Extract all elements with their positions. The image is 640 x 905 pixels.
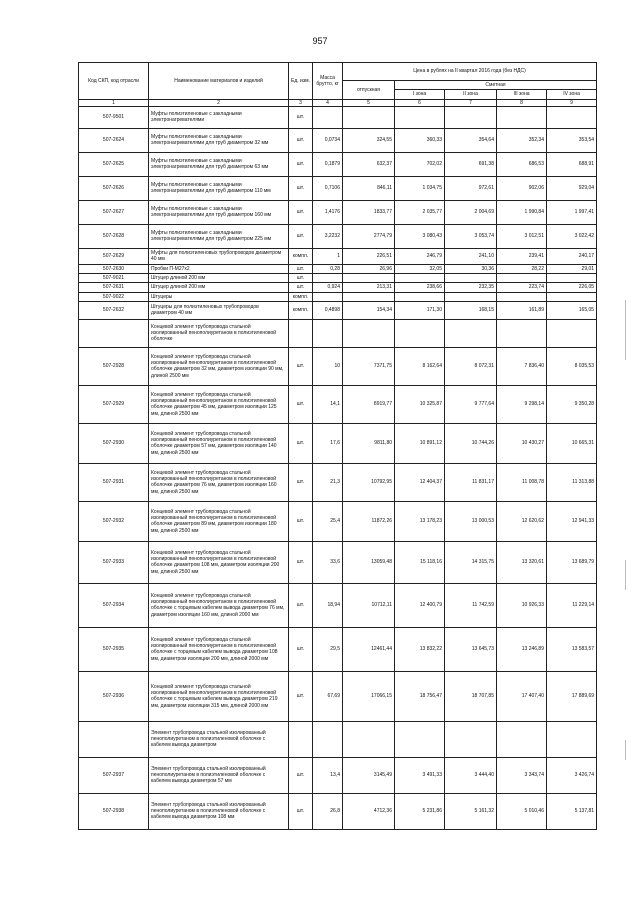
item-code: 507-2627 xyxy=(79,200,149,224)
item-unit: шт. xyxy=(289,385,313,423)
price-zone-3: 9 298,14 xyxy=(497,385,547,423)
scan-edge-mark xyxy=(625,740,626,760)
price-release: 12461,44 xyxy=(343,627,395,671)
item-name: Штуцер длиной 200 мм xyxy=(149,283,289,292)
price-zone-1: 2 035,77 xyxy=(395,200,445,224)
price-zone-2: 30,36 xyxy=(445,264,497,273)
item-mass xyxy=(313,274,343,283)
price-release: 7371,75 xyxy=(343,347,395,385)
item-code: 507-9501 xyxy=(79,106,149,128)
price-zone-4: 13 583,57 xyxy=(547,627,597,671)
price-release: 3145,49 xyxy=(343,757,395,793)
price-zone-3 xyxy=(497,292,547,301)
table-row xyxy=(79,264,597,273)
price-release xyxy=(343,319,395,347)
price-zone-2: 232,35 xyxy=(445,283,497,292)
item-unit: шт. xyxy=(289,463,313,501)
item-code: 507-2938 xyxy=(79,793,149,829)
item-mass xyxy=(313,106,343,128)
item-name: Концевой элемент трубопровода стальной изолированный пенополиуретаном в полиэтиленовой оболочке диаметром 108 мм, диаметром изоляции 200 мм, длиной 2500 мм xyxy=(149,541,289,583)
price-zone-1: 3 491,33 xyxy=(395,757,445,793)
header-zone-2: II зона xyxy=(445,90,497,99)
item-mass xyxy=(313,292,343,301)
header-zone-3: III зона xyxy=(497,90,547,99)
price-release: 10792,95 xyxy=(343,463,395,501)
item-code: 507-2626 xyxy=(79,176,149,200)
scan-edge-mark xyxy=(625,300,626,360)
price-zone-1: 1 034,75 xyxy=(395,176,445,200)
price-zone-3: 7 836,40 xyxy=(497,347,547,385)
price-release: 13059,48 xyxy=(343,541,395,583)
item-mass: 17,6 xyxy=(313,423,343,463)
price-release: 1833,77 xyxy=(343,200,395,224)
item-name: Концевой элемент трубопровода стальной изолированный пенополиуретаном в полиэтиленовой оболочке диаметром 76 мм, диаметром изоляции 160 мм, длиной 2500 мм xyxy=(149,463,289,501)
price-zone-3 xyxy=(497,106,547,128)
price-zone-1: 3 080,43 xyxy=(395,224,445,248)
column-number: 3 xyxy=(289,99,313,106)
price-zone-1: 13 178,23 xyxy=(395,501,445,541)
price-zone-2 xyxy=(445,274,497,283)
item-mass: 25,4 xyxy=(313,501,343,541)
header-unit: Ед. изм. xyxy=(289,63,313,100)
item-code: 507-9021 xyxy=(79,274,149,283)
price-zone-4: 10 665,31 xyxy=(547,423,597,463)
price-zone-4 xyxy=(547,292,597,301)
price-zone-2: 10 744,26 xyxy=(445,423,497,463)
price-zone-4: 11 313,88 xyxy=(547,463,597,501)
item-name: Муфты полиэтиленовые с закладными электронагревателями для труб диаметром 63 мм xyxy=(149,152,289,176)
column-number: 7 xyxy=(445,99,497,106)
price-zone-4: 12 941,33 xyxy=(547,501,597,541)
price-zone-4 xyxy=(547,721,597,757)
price-zone-2: 13 000,53 xyxy=(445,501,497,541)
price-zone-1: 5 231,86 xyxy=(395,793,445,829)
price-zone-4: 3 426,74 xyxy=(547,757,597,793)
price-zone-4: 11 229,14 xyxy=(547,583,597,627)
item-mass: 0,924 xyxy=(313,283,343,292)
table-row xyxy=(79,152,597,176)
item-mass: 67,69 xyxy=(313,671,343,721)
price-zone-2 xyxy=(445,721,497,757)
item-code: 507-2625 xyxy=(79,152,149,176)
column-number: 9 xyxy=(547,99,597,106)
table-row xyxy=(79,301,597,319)
price-zone-3: 902,06 xyxy=(497,176,547,200)
price-zone-2: 8 072,31 xyxy=(445,347,497,385)
price-zone-1: 10 891,12 xyxy=(395,423,445,463)
header-zone-1: I зона xyxy=(395,90,445,99)
price-zone-2: 13 645,73 xyxy=(445,627,497,671)
price-zone-2: 11 742,59 xyxy=(445,583,497,627)
table-row xyxy=(79,283,597,292)
price-zone-1: 360,33 xyxy=(395,128,445,152)
price-zone-4: 688,91 xyxy=(547,152,597,176)
price-zone-3: 5 010,46 xyxy=(497,793,547,829)
item-unit: шт. xyxy=(289,627,313,671)
price-zone-2 xyxy=(445,106,497,128)
price-zone-2: 3 053,74 xyxy=(445,224,497,248)
item-unit xyxy=(289,721,313,757)
header-code: Код СКП, код отрасли xyxy=(79,63,149,100)
item-unit: шт. xyxy=(289,152,313,176)
price-zone-3: 28,22 xyxy=(497,264,547,273)
price-zone-3: 1 990,84 xyxy=(497,200,547,224)
price-release xyxy=(343,274,395,283)
table-row xyxy=(79,200,597,224)
price-zone-2: 972,61 xyxy=(445,176,497,200)
table-row xyxy=(79,501,597,541)
price-zone-4: 929,04 xyxy=(547,176,597,200)
item-code: 507-2933 xyxy=(79,541,149,583)
table-row xyxy=(79,541,597,583)
price-zone-1: 13 832,22 xyxy=(395,627,445,671)
item-name: Муфты полиэтиленовые с закладными электронагревателями для труб диаметром 225 мм xyxy=(149,224,289,248)
item-unit: шт. xyxy=(289,200,313,224)
item-unit xyxy=(289,319,313,347)
table-row xyxy=(79,128,597,152)
item-unit: шт. xyxy=(289,264,313,273)
price-zone-4: 165,05 xyxy=(547,301,597,319)
price-release: 26,96 xyxy=(343,264,395,273)
price-zone-2: 168,15 xyxy=(445,301,497,319)
page-number: 957 xyxy=(312,36,328,46)
item-name: Концевой элемент трубопровода стальной изолированный пенополиуретаном в полиэтиленовой оболочке диаметром 89 мм, диаметром изоляции 180 мм, длиной 2500 мм xyxy=(149,501,289,541)
item-name: Муфты полиэтиленовые с закладными электронагревателями для труб диаметром 160 мм xyxy=(149,200,289,224)
item-unit: шт. xyxy=(289,224,313,248)
header-zone-4: IV зона xyxy=(547,90,597,99)
item-name: Штуцеры для полиэтиленовых трубопроводов диаметром 40 мм xyxy=(149,301,289,319)
header-release: отпускная xyxy=(343,81,395,100)
item-unit: шт. xyxy=(289,176,313,200)
item-code: 507-2936 xyxy=(79,671,149,721)
item-code: 507-2630 xyxy=(79,264,149,273)
item-unit: шт. xyxy=(289,583,313,627)
item-mass: 1 xyxy=(313,248,343,264)
price-zone-1: 171,30 xyxy=(395,301,445,319)
column-number: 4 xyxy=(313,99,343,106)
item-code: 507-2624 xyxy=(79,128,149,152)
item-unit: шт. xyxy=(289,283,313,292)
price-zone-3: 12 620,62 xyxy=(497,501,547,541)
item-name: Элемент трубопровода стальной изолированный пенополиуретаном в полиэтиленовой оболочке с кабелем вывода диаметром 57 мм xyxy=(149,757,289,793)
table-row xyxy=(79,671,597,721)
item-unit: шт. xyxy=(289,757,313,793)
price-zone-3: 11 008,78 xyxy=(497,463,547,501)
price-zone-1: 8 162,64 xyxy=(395,347,445,385)
table-row xyxy=(79,248,597,264)
item-unit: компл. xyxy=(289,248,313,264)
price-zone-2: 11 831,17 xyxy=(445,463,497,501)
price-zone-1 xyxy=(395,292,445,301)
item-name: Концевой элемент трубопровода стальной изолированный пенополиуретаном в полиэтиленовой оболочке диаметром 57 мм, диаметром изоляции 140 мм, длиной 2500 мм xyxy=(149,423,289,463)
item-mass: 29,5 xyxy=(313,627,343,671)
item-name: Концевой элемент трубопровода стальной изолированный пенополиуретаном в полиэтиленовой оболочке с торцевым кабелем вывода диаметром 108 мм, диаметром изоляции 200 мм, длиной 2000 мм xyxy=(149,627,289,671)
item-mass: 0,0734 xyxy=(313,128,343,152)
table-row xyxy=(79,757,597,793)
item-mass: 21,3 xyxy=(313,463,343,501)
table-row xyxy=(79,583,597,627)
price-zone-3: 10 926,33 xyxy=(497,583,547,627)
price-zone-4: 9 350,28 xyxy=(547,385,597,423)
item-code: 507-2931 xyxy=(79,463,149,501)
price-zone-4: 3 022,42 xyxy=(547,224,597,248)
table-header xyxy=(79,63,597,107)
table-row xyxy=(79,319,597,347)
price-zone-1 xyxy=(395,106,445,128)
price-zone-4: 5 137,81 xyxy=(547,793,597,829)
price-release: 324,55 xyxy=(343,128,395,152)
item-mass xyxy=(313,721,343,757)
price-release: 154,34 xyxy=(343,301,395,319)
price-zone-1: 15 118,16 xyxy=(395,541,445,583)
item-code: 507-2929 xyxy=(79,385,149,423)
item-name: Концевой элемент трубопровода стальной изолированный пенополиуретаном в полиэтиленовой оболочке диаметром 45 мм, диаметром изоляции 125 мм, длиной 2500 мм xyxy=(149,385,289,423)
table-row xyxy=(79,423,597,463)
item-unit: шт. xyxy=(289,274,313,283)
price-release: 846,11 xyxy=(343,176,395,200)
price-zone-2: 9 777,64 xyxy=(445,385,497,423)
price-zone-4 xyxy=(547,106,597,128)
column-number-row xyxy=(79,99,597,106)
item-mass: 26,8 xyxy=(313,793,343,829)
table-body xyxy=(79,106,597,829)
price-zone-1: 32,05 xyxy=(395,264,445,273)
item-mass: 33,6 xyxy=(313,541,343,583)
price-table xyxy=(78,62,597,830)
item-mass: 0,28 xyxy=(313,264,343,273)
column-number: 5 xyxy=(343,99,395,106)
table-row xyxy=(79,385,597,423)
price-zone-3: 13 320,61 xyxy=(497,541,547,583)
item-code: 507-2628 xyxy=(79,224,149,248)
column-number: 6 xyxy=(395,99,445,106)
table-row xyxy=(79,347,597,385)
table-row xyxy=(79,292,597,301)
item-mass: 10 xyxy=(313,347,343,385)
item-name: Муфты полиэтиленовые с закладными электронагревателями для труб диаметром 32 мм xyxy=(149,128,289,152)
item-unit: шт. xyxy=(289,541,313,583)
price-release: 226,51 xyxy=(343,248,395,264)
item-name: Концевой элемент трубопровода стальной изолированный пенополиуретаном в полиэтиленовой оболочке с торцевым кабелем вывода диаметром 219 мм, диаметром изоляции 315 мм, длиной 2000 мм xyxy=(149,671,289,721)
price-zone-4 xyxy=(547,274,597,283)
price-release: 17066,15 xyxy=(343,671,395,721)
price-zone-1: 702,02 xyxy=(395,152,445,176)
price-zone-3 xyxy=(497,721,547,757)
price-zone-3: 223,74 xyxy=(497,283,547,292)
item-code: 507-2632 xyxy=(79,301,149,319)
table-row xyxy=(79,274,597,283)
item-mass: 3,2232 xyxy=(313,224,343,248)
price-zone-3: 3 343,74 xyxy=(497,757,547,793)
price-release xyxy=(343,721,395,757)
price-release: 10712,11 xyxy=(343,583,395,627)
price-zone-2 xyxy=(445,292,497,301)
price-zone-2: 14 315,75 xyxy=(445,541,497,583)
price-release: 2774,79 xyxy=(343,224,395,248)
item-unit: компл. xyxy=(289,292,313,301)
price-zone-3: 3 012,51 xyxy=(497,224,547,248)
item-code: 507-2928 xyxy=(79,347,149,385)
price-zone-3 xyxy=(497,274,547,283)
item-name: Муфты для полиэтиленовых трубопроводов диаметром 40 мм xyxy=(149,248,289,264)
item-name: Концевой элемент трубопровода стальной изолированный пенополиуретаном в полиэтиленовой оболочке xyxy=(149,319,289,347)
price-zone-2: 354,64 xyxy=(445,128,497,152)
item-code: 507-2934 xyxy=(79,583,149,627)
header-name: Наименование материалов и изделий xyxy=(149,63,289,100)
price-release: 213,31 xyxy=(343,283,395,292)
table-row xyxy=(79,224,597,248)
item-unit: шт. xyxy=(289,423,313,463)
price-zone-1: 12 400,79 xyxy=(395,583,445,627)
price-zone-2 xyxy=(445,319,497,347)
item-unit: шт. xyxy=(289,671,313,721)
item-name: Штуцер длиной 200 мм xyxy=(149,274,289,283)
price-zone-2: 5 161,32 xyxy=(445,793,497,829)
item-mass: 13,4 xyxy=(313,757,343,793)
item-name: Штуцеры xyxy=(149,292,289,301)
item-name: Элемент трубопровода стальной изолированный пенополиуретаном в полиэтиленовой оболочке с кабелем вывода диаметром xyxy=(149,721,289,757)
table-row xyxy=(79,106,597,128)
item-name: Пробки П-М27х2 xyxy=(149,264,289,273)
item-code: 507-2932 xyxy=(79,501,149,541)
item-mass: 14,1 xyxy=(313,385,343,423)
item-mass: 18,94 xyxy=(313,583,343,627)
header-estimate: Сметная xyxy=(395,81,597,90)
item-name: Муфты полиэтиленовые с закладными электронагревателями xyxy=(149,106,289,128)
header-price-title: Цена в рублях на II квартал 2016 года (без НДС) xyxy=(343,63,597,81)
item-name: Муфты полиэтиленовые с закладными электронагревателями для труб диаметром 110 мм xyxy=(149,176,289,200)
table-row xyxy=(79,793,597,829)
price-release: 632,37 xyxy=(343,152,395,176)
price-zone-1: 238,66 xyxy=(395,283,445,292)
price-release: 9811,80 xyxy=(343,423,395,463)
table-row xyxy=(79,176,597,200)
price-zone-2: 241,10 xyxy=(445,248,497,264)
price-release: 11872,26 xyxy=(343,501,395,541)
item-code xyxy=(79,721,149,757)
item-code xyxy=(79,319,149,347)
price-zone-4: 1 997,41 xyxy=(547,200,597,224)
price-zone-2: 2 004,69 xyxy=(445,200,497,224)
column-number: 1 xyxy=(79,99,149,106)
price-zone-4: 17 889,69 xyxy=(547,671,597,721)
item-name: Элемент трубопровода стальной изолированный пенополиуретаном в полиэтиленовой оболочке с кабелем вывода диаметром 108 мм xyxy=(149,793,289,829)
price-zone-1: 12 404,37 xyxy=(395,463,445,501)
item-code: 507-2937 xyxy=(79,757,149,793)
price-release: 4712,36 xyxy=(343,793,395,829)
price-zone-4: 29,01 xyxy=(547,264,597,273)
item-unit: шт. xyxy=(289,106,313,128)
item-name: Концевой элемент трубопровода стальной изолированный пенополиуретаном в полиэтиленовой оболочке с торцевым кабелем вывода диаметром 76 мм, диаметром изоляции 160 мм, длиной 2000 мм xyxy=(149,583,289,627)
price-release: 8919,77 xyxy=(343,385,395,423)
item-unit: шт. xyxy=(289,347,313,385)
price-zone-1 xyxy=(395,319,445,347)
price-zone-4: 353,54 xyxy=(547,128,597,152)
price-zone-3: 13 246,89 xyxy=(497,627,547,671)
table-row xyxy=(79,721,597,757)
price-zone-2: 691,38 xyxy=(445,152,497,176)
table-row xyxy=(79,627,597,671)
price-zone-3: 10 430,27 xyxy=(497,423,547,463)
price-zone-3 xyxy=(497,319,547,347)
item-unit: шт. xyxy=(289,128,313,152)
price-release xyxy=(343,106,395,128)
item-mass: 1,4176 xyxy=(313,200,343,224)
column-number: 8 xyxy=(497,99,547,106)
price-zone-1 xyxy=(395,274,445,283)
price-zone-2: 3 444,40 xyxy=(445,757,497,793)
item-code: 507-2631 xyxy=(79,283,149,292)
price-zone-1 xyxy=(395,721,445,757)
item-code: 507-2930 xyxy=(79,423,149,463)
price-zone-4: 8 035,53 xyxy=(547,347,597,385)
price-zone-4: 226,05 xyxy=(547,283,597,292)
item-code: 507-2629 xyxy=(79,248,149,264)
price-zone-1: 10 325,87 xyxy=(395,385,445,423)
price-zone-3: 17 407,40 xyxy=(497,671,547,721)
item-unit: шт. xyxy=(289,501,313,541)
item-mass: 0,7106 xyxy=(313,176,343,200)
price-zone-4: 240,17 xyxy=(547,248,597,264)
item-code: 507-9022 xyxy=(79,292,149,301)
price-zone-3: 352,34 xyxy=(497,128,547,152)
item-unit: компл. xyxy=(289,301,313,319)
price-zone-3: 161,89 xyxy=(497,301,547,319)
scan-edge-mark xyxy=(625,560,626,590)
price-zone-3: 239,41 xyxy=(497,248,547,264)
price-zone-1: 18 756,47 xyxy=(395,671,445,721)
item-mass: 0,4898 xyxy=(313,301,343,319)
item-name: Концевой элемент трубопровода стальной изолированный пенополиуретаном в полиэтиленовой оболочке диаметром 32 мм, диаметром изоляции 90 мм, длиной 2500 мм xyxy=(149,347,289,385)
table-row xyxy=(79,463,597,501)
price-release xyxy=(343,292,395,301)
price-zone-2: 18 707,85 xyxy=(445,671,497,721)
item-mass: 0,1879 xyxy=(313,152,343,176)
item-unit: шт. xyxy=(289,793,313,829)
price-zone-4: 13 689,79 xyxy=(547,541,597,583)
price-table-container xyxy=(78,62,596,830)
price-zone-3: 686,53 xyxy=(497,152,547,176)
price-zone-4 xyxy=(547,319,597,347)
item-code: 507-2935 xyxy=(79,627,149,671)
price-zone-1: 246,79 xyxy=(395,248,445,264)
header-mass: Масса брутто, кг xyxy=(313,63,343,100)
column-number: 2 xyxy=(149,99,289,106)
item-mass xyxy=(313,319,343,347)
